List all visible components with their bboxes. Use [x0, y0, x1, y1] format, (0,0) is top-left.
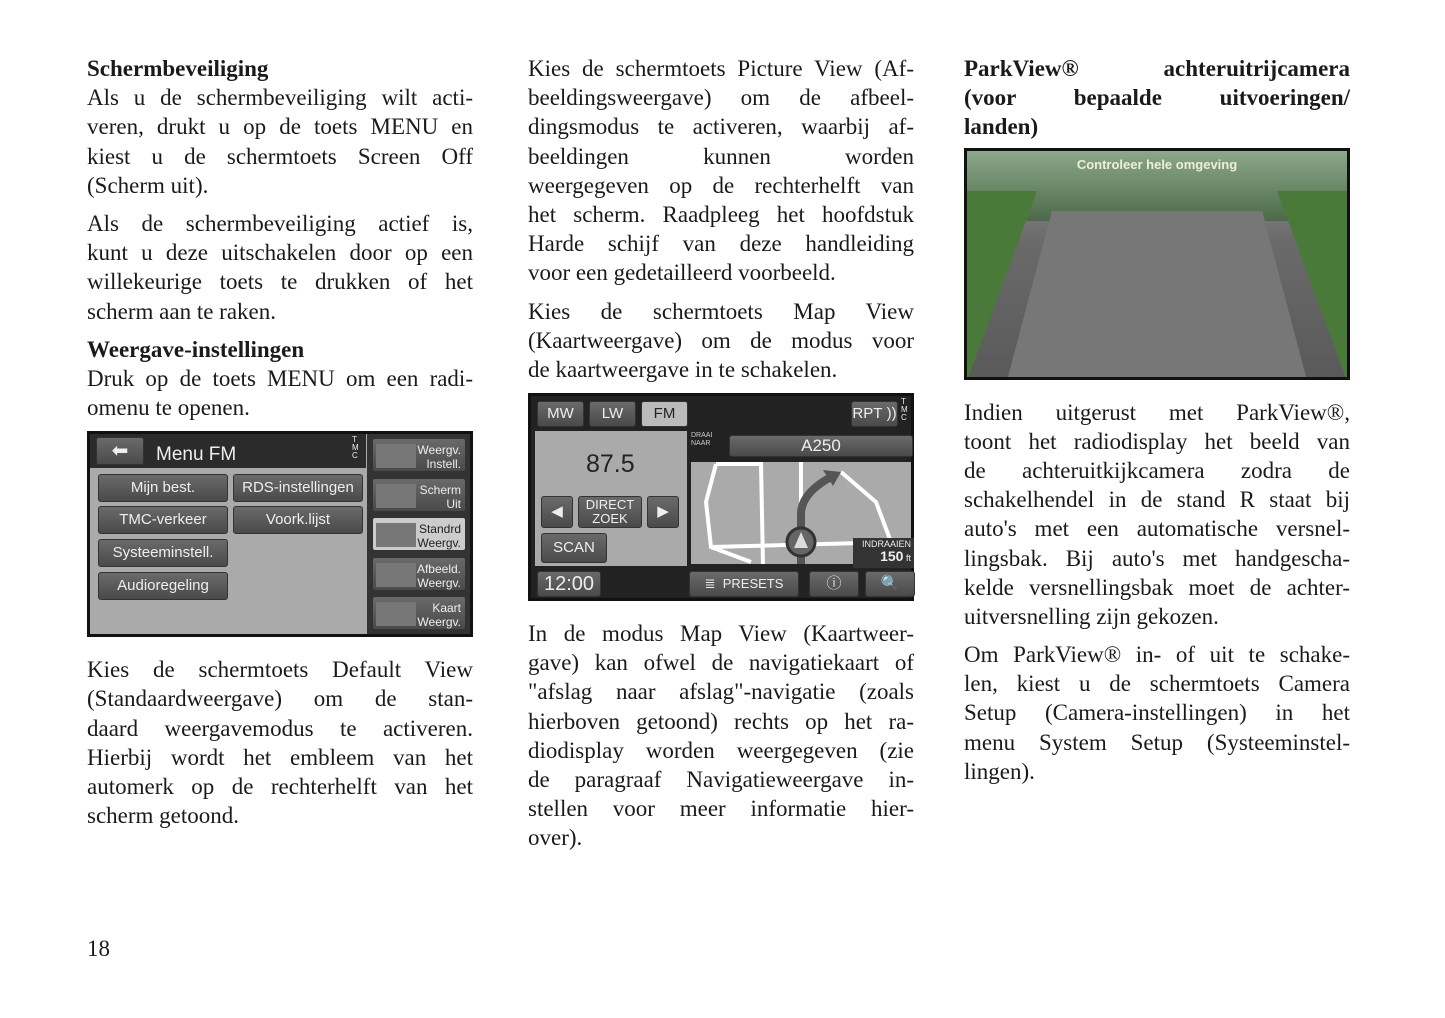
text-line: Harde schijf van deze handleiding — [528, 231, 914, 257]
rds-settings-button: RDS-instellingen — [233, 474, 363, 502]
text-line: willekeurige toets te drukken of het — [87, 269, 473, 295]
text-line: (Standaardweergave) om de stan- — [87, 686, 473, 712]
preset-list-button: Voork.lijst — [233, 506, 363, 534]
clock: 12:00 — [537, 571, 601, 597]
thumbnail-icon — [376, 444, 416, 468]
paragraph — [87, 655, 473, 830]
text-line: kiest u de schermtoets Screen Off — [87, 143, 473, 169]
paragraph — [528, 619, 914, 853]
label: Weergv. — [417, 443, 461, 458]
paragraph — [87, 209, 473, 326]
audio-settings-button: Audioregeling — [98, 572, 228, 600]
text-line: landen) — [964, 114, 1039, 140]
paragraph — [528, 297, 914, 385]
thumbnail-icon — [376, 563, 416, 587]
unit: ft — [905, 553, 911, 564]
rpt-label: RPT — [852, 405, 883, 423]
side-view-button — [372, 596, 466, 630]
text-line: gave) kan ofwel de navigatiekaart of — [528, 650, 914, 676]
label: Weergv. — [417, 615, 461, 630]
menu-fm-screenshot — [87, 431, 473, 637]
label: DIRECT — [585, 497, 635, 513]
text-line: de paragraaf Navigatieweergave in- — [528, 767, 914, 792]
side-view-button — [372, 557, 466, 591]
heading: Schermbeveiliging — [87, 56, 269, 81]
section-screensaver — [87, 54, 473, 200]
road-name: A250 — [729, 435, 913, 457]
text-line: schakelhendel in de stand R staat bij — [964, 487, 1350, 513]
rpt-button: RPT )) — [851, 401, 898, 427]
text-line: kelde versnellingsbak moet de achter- — [964, 574, 1350, 600]
label: Uit — [446, 496, 461, 511]
turn-in-label: INDRAAIEN — [861, 539, 911, 550]
heading: Weergave-instellingen — [87, 336, 305, 362]
text-line: auto's met een automatische versnel- — [964, 516, 1350, 542]
label: NAAR — [691, 440, 711, 448]
page-number: 18 — [87, 936, 110, 961]
side-view-button — [372, 438, 466, 472]
text-line: dingsmodus te activeren, waarbij af- — [528, 114, 914, 140]
menu-title: Menu FM — [156, 444, 237, 466]
thumbnail-icon — [376, 602, 416, 626]
text-line: lingen). — [964, 758, 1035, 784]
text-line: toont het radiodisplay het beeld van — [964, 428, 1350, 454]
section-display-settings — [87, 335, 473, 423]
thumbnail-icon — [376, 484, 416, 508]
text-line: Setup (Camera-instellingen) in het — [964, 700, 1350, 726]
text-line: ParkView® achteruitrijcamera — [964, 56, 1350, 81]
label: Weergv. — [417, 575, 461, 590]
text-line: veren, drukt u op de toets MENU en — [87, 114, 473, 140]
text-line: Om ParkView® in- of uit te schake- — [964, 642, 1350, 668]
text-line: lingsbak. Bij auto's met handgescha- — [964, 545, 1350, 571]
text-line: "afslag naar afslag"-navigatie (zoals — [528, 679, 914, 705]
tmc-traffic-button: TMC-verkeer — [98, 506, 228, 534]
column-1 — [87, 54, 473, 839]
text-line: (voor bepaalde uitvoeringen/ — [964, 85, 1350, 111]
side-view-button — [372, 517, 466, 551]
distance: 150 — [880, 548, 904, 565]
band-fm: FM — [641, 401, 688, 427]
seek-right-icon: ▶ — [647, 496, 679, 528]
label: Instell. — [426, 457, 461, 472]
label: Kaart — [432, 601, 461, 616]
label: PRESETS — [722, 576, 784, 592]
text-line: uitversnelling zijn gekozen. — [964, 603, 1219, 629]
paragraph — [964, 398, 1350, 632]
label: Standrd — [418, 522, 461, 537]
text-line: len, kiest u de schermtoets Camera — [964, 671, 1350, 697]
camera-overlay-text: Controleer hele omgeving — [1076, 156, 1238, 172]
text-line: Als de schermbeveiliging actief is, — [87, 210, 473, 236]
seek-left-icon: ◀ — [541, 496, 573, 528]
text-line: beeldingsweergave) om de afbeel- — [528, 85, 914, 111]
tmc-indicator: TMC — [901, 397, 908, 423]
text-line: automerk op de rechterhelft van het — [87, 774, 473, 799]
text-line: beeldingen kunnen worden — [528, 143, 914, 169]
direct-tune-button — [578, 496, 642, 528]
text-line: weergegeven op de rechterhelft van — [528, 172, 914, 198]
info-icon: ⓘ — [809, 571, 859, 597]
text-line: het scherm. Raadpleeg het hoofdstuk — [528, 201, 914, 227]
band-mw: MW — [537, 401, 584, 427]
text-line: Kies de schermtoets Default View — [87, 657, 473, 683]
presets-button: ≣ PRESETS — [689, 571, 799, 597]
paragraph — [528, 54, 914, 288]
label: Weergv. — [417, 536, 461, 551]
text-line: Kies de schermtoets Map View — [528, 298, 914, 324]
thumbnail-icon — [376, 523, 416, 547]
label: Afbeeld. — [416, 561, 461, 576]
text-line: menu System Setup (Systeeminstel- — [964, 729, 1350, 755]
rear-camera-image — [964, 148, 1350, 380]
side-view-button — [372, 478, 466, 512]
text-line: Hierbij wordt het embleem van het — [87, 744, 473, 770]
map-view-screenshot — [528, 393, 914, 601]
text-line: omenu te openen. — [87, 395, 250, 421]
text-line: de achteruitkijkcamera zodra de — [964, 457, 1350, 483]
text-line: stellen voor meer informatie hier- — [528, 796, 914, 822]
my-favorites-button: Mijn best. — [98, 474, 228, 502]
band-lw: LW — [589, 401, 636, 427]
label: ZOEK — [592, 511, 628, 527]
back-arrow-icon: ⬅ — [96, 437, 144, 465]
text-line: Druk op de toets MENU om een radi- — [87, 365, 473, 391]
text-line: In de modus Map View (Kaartweer- — [528, 621, 914, 647]
text-line: kunt u deze uitschakelen door op een — [87, 240, 473, 266]
text-line: voor een gedetailleerd voorbeeld. — [528, 260, 836, 286]
text-line: daard weergavemodus te activeren. — [87, 715, 473, 741]
text-line: over). — [528, 825, 583, 851]
label: Scherm — [419, 482, 461, 497]
paragraph — [964, 640, 1350, 786]
text-line: de kaartweergave in te schakelen. — [528, 356, 838, 382]
column-2 — [528, 54, 914, 862]
column-3 — [964, 54, 1350, 795]
text-line: Als u de schermbeveiliging wilt acti- — [87, 85, 473, 111]
section-parkview-heading — [964, 54, 1350, 142]
text-line: diodisplay worden weergegeven (zie — [528, 737, 914, 763]
text-line: (Kaartweergave) om de modus voor — [528, 327, 914, 353]
text-line: scherm aan te raken. — [87, 298, 277, 324]
text-line: Kies de schermtoets Picture View (Af- — [528, 56, 914, 81]
scan-button: SCAN — [541, 533, 607, 563]
text-line: (Scherm uit). — [87, 172, 209, 198]
label: DRAAI — [691, 432, 713, 440]
tmc-indicator: TMC — [352, 435, 359, 461]
text-line: hierboven getoond) rechts op het ra- — [528, 708, 914, 734]
system-settings-button: Systeeminstell. — [98, 539, 228, 567]
text-line: Indien uitgerust met ParkView®, — [964, 399, 1350, 425]
music-search-icon: 🔍 — [865, 571, 915, 597]
text-line: scherm getoond. — [87, 803, 240, 829]
frequency: 87.5 — [586, 450, 635, 479]
